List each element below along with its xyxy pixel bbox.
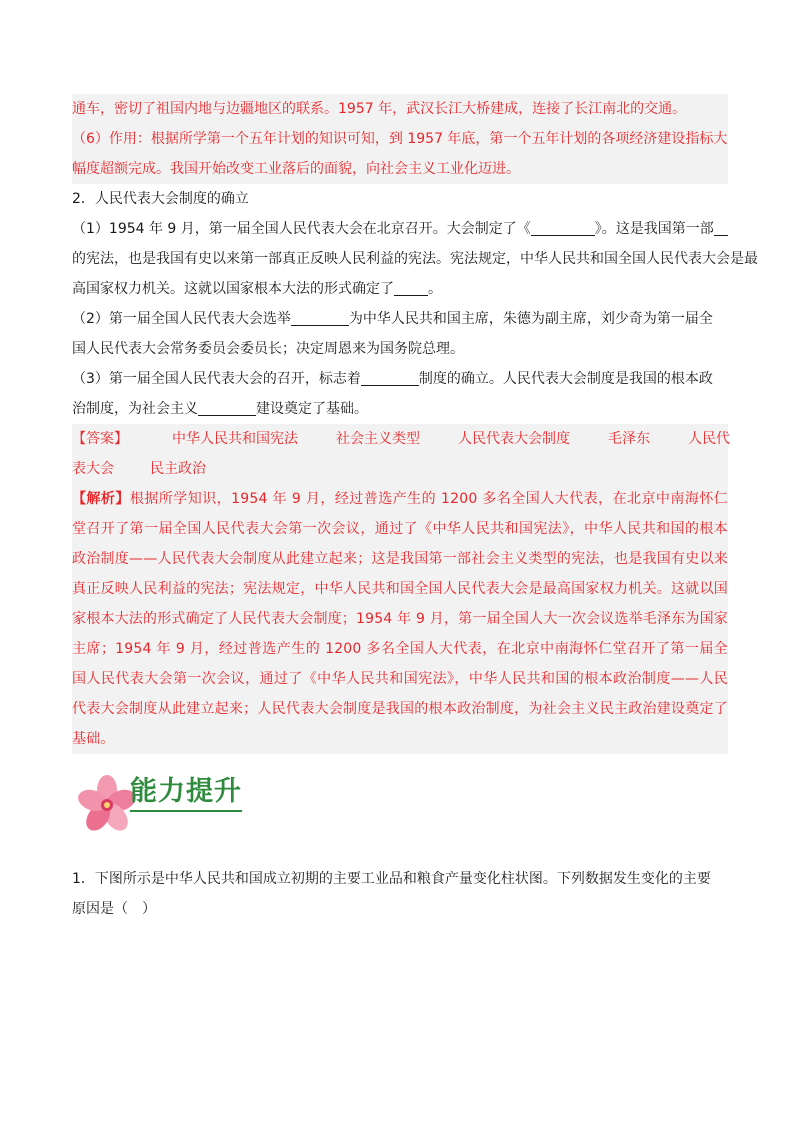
answer-item: 人民代表大会制度 bbox=[458, 431, 570, 447]
fill-blank[interactable] bbox=[714, 219, 728, 236]
fill-blank[interactable] bbox=[394, 279, 428, 296]
q2-paragraph-2-line-1 bbox=[72, 304, 728, 334]
answer-item: 毛泽东 bbox=[608, 431, 650, 447]
q2-text: 高国家权力机关。这就以国家根本大法的形式确定了 bbox=[72, 281, 394, 297]
q2-text: 》。这是我国第一部 bbox=[594, 221, 714, 237]
q2-paragraph-1-line-3 bbox=[72, 274, 728, 304]
answer-analysis-block bbox=[72, 424, 728, 754]
q2-text: 制度的确立。人民代表大会制度是我国的根本政 bbox=[418, 371, 713, 387]
q2-paragraph-2-line-2: 国人民代表大会常务委员会委员长；决定周恩来为国务院总理。 bbox=[72, 341, 464, 357]
section-heading bbox=[72, 768, 728, 838]
fill-blank[interactable] bbox=[361, 369, 419, 386]
question-2-title: 2．人民代表大会制度的确立 bbox=[72, 191, 249, 207]
section-title: 能力提升 bbox=[130, 774, 242, 812]
q2-text: （2）第一届全国人民代表大会选举 bbox=[72, 311, 291, 327]
answer-item: 社会主义类型 bbox=[336, 431, 420, 447]
answer-line-2 bbox=[72, 454, 728, 484]
spacer bbox=[72, 838, 728, 864]
q2-text: 。 bbox=[428, 281, 442, 297]
fill-blank[interactable] bbox=[291, 309, 349, 326]
question-1-line-1: 1．下图所示是中华人民共和国成立初期的主要工业品和粮食产量变化柱状图。下列数据发生变化的主要 bbox=[72, 871, 711, 887]
q2-paragraph-3-line-1 bbox=[72, 364, 728, 394]
answer-item: 中华人民共和国宪法 bbox=[172, 431, 298, 447]
answer-item: 民主政治 bbox=[150, 461, 206, 477]
intro-line-3: 幅度超额完成。我国开始改变工业落后的面貌，向社会主义工业化迈进。 bbox=[72, 161, 520, 177]
document-page bbox=[72, 94, 758, 924]
q2-paragraph-1-line-2: 的宪法，也是我国有史以来第一部真正反映人民利益的宪法。宪法规定，中华人民共和国全国人民代表大会是最 bbox=[72, 251, 758, 267]
analysis-text: 根据所学知识，1954 年 9 月，经过普选产生的 1200 多名全国人大代表，在北京中南海怀仁堂召开了第一届全国人民代表大会第一次会议，通过了《中华人民共和国宪法》，中华人民共和国的根本政治制度——人民代表大会制度从此建立起来；这是我国第一部社会主义类型的宪法，也是我国有史以来真正反映人民利益的宪法；宪法规定，中华人民共和国全国人民代表大会是最高国家权力机关。这就以国家根本大法的形式确定了人民代表大会制度；1954 年 9 月，第一届全国人大一次会议选举毛泽东为国家主席；1954 年 9 月，经过普选产生的 1200 多名全国人大代表，在北京中南海怀仁堂召开了第一届全国人民代表大会第一次会议，通过了《中华人民共和国宪法》，中华人民共和国的根本政治制度——人民代表大会制度从此建立起来；人民代表大会制度是我国的根本政治制度，为社会主义民主政治建设奠定了基础。 bbox=[72, 491, 728, 747]
q2-text: （1）1954 年 9 月，第一届全国人民代表大会在北京召开。大会制定了《 bbox=[72, 221, 531, 237]
question-1-line-2: 原因是（ ） bbox=[72, 901, 156, 917]
q2-text: （3）第一届全国人民代表大会的召开，标志着 bbox=[72, 371, 361, 387]
fill-blank[interactable] bbox=[198, 399, 256, 416]
analysis-paragraph bbox=[72, 484, 728, 754]
q2-paragraph-3-line-2 bbox=[72, 394, 728, 424]
answer-item: 人民代 bbox=[688, 431, 730, 447]
intro-line-2: （6）作用：根据所学第一个五年计划的知识可知，到 1957 年底，第一个五年计划的各项经济建设指标大 bbox=[72, 131, 728, 147]
q2-text: 治制度，为社会主义 bbox=[72, 401, 198, 417]
answer-item: 表大会 bbox=[72, 461, 114, 477]
analysis-label: 【解析】 bbox=[72, 491, 130, 507]
q2-text: 为中华人民共和国主席，朱德为副主席，刘少奇为第一届全 bbox=[348, 311, 713, 327]
intro-line-1: 通车，密切了祖国内地与边疆地区的联系。1957 年，武汉长江大桥建成，连接了长江南北的交通。 bbox=[72, 101, 687, 117]
fill-blank[interactable] bbox=[531, 219, 595, 236]
intro-block bbox=[72, 94, 728, 184]
flower-icon bbox=[76, 772, 138, 834]
q2-text: 建设奠定了基础。 bbox=[256, 401, 368, 417]
answer-line-1 bbox=[72, 424, 728, 454]
q2-paragraph-1-line-1 bbox=[72, 214, 728, 244]
answer-label: 【答案】 bbox=[72, 431, 128, 447]
